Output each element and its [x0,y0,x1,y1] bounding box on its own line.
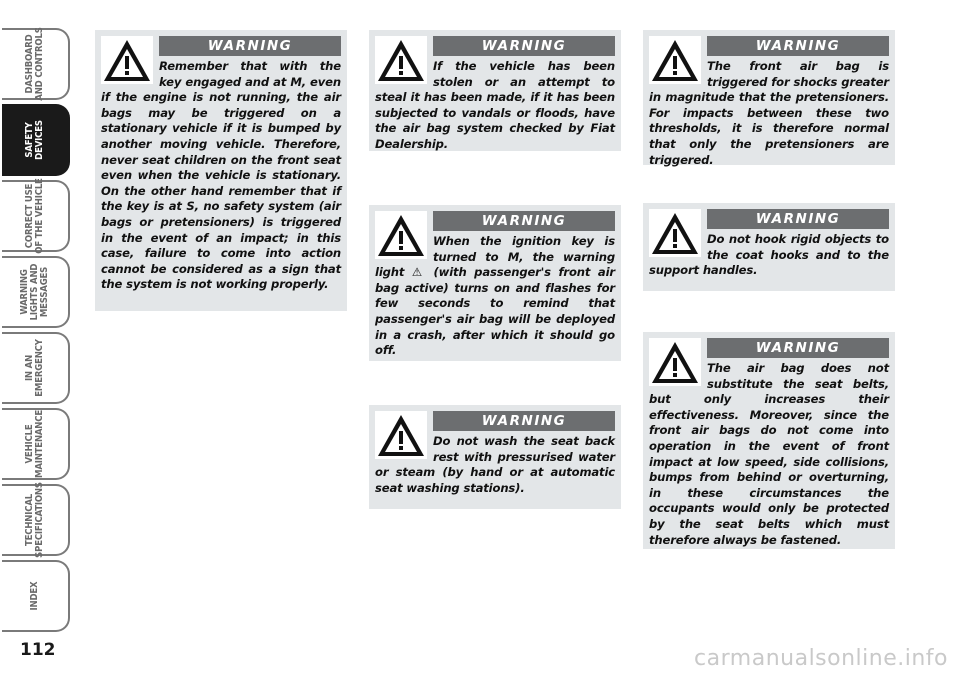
tab-vehicle-maintenance[interactable] [2,408,70,480]
warning-heading: WARNING [707,209,889,229]
warning-box-coat-hooks [643,203,895,291]
warning-heading: WARNING [433,211,615,231]
tab-dashboard-and-controls[interactable] [2,28,70,100]
warning-text: The air bag does not substitute the seat belts, but only increases their effectiveness. Moreover, since the front air bags do not come into operation in the event of front impact at low speed, side collisions, bumps from behind or overturning, in these circumstances the occupants would only be protected by the seat belts which must therefore always be fastened. [649,361,889,547]
warning-triangle-icon [649,338,701,386]
warning-box-ignition-key [369,205,621,361]
tab-label: IN AN EMERGENCY [24,339,45,397]
warning-text: The front air bag is triggered for shocks greater in magnitude that the pretensioners. For impacts between these two thresholds, it is therefore normal that only the pretensioners are triggered. [649,59,889,167]
page-number: 112 [20,640,56,660]
warning-box-front-air-bag [643,30,895,165]
warning-box-stolen-vehicle [369,30,621,151]
warning-text: Do not hook rigid objects to the coat hooks and to the support handles. [649,232,889,278]
tab-label: CORRECT USE OF THE VEHICLE [24,178,45,254]
tab-label: VEHICLE MAINTENANCE [24,410,45,478]
tab-technical-specifications[interactable] [2,484,70,556]
tab-in-an-emergency[interactable] [2,332,70,404]
warning-triangle-icon [375,211,427,259]
warning-heading: WARNING [707,36,889,56]
warning-triangle-icon [101,36,153,84]
warning-heading: WARNING [707,338,889,358]
warning-text: Remember that with the key engaged and at M, even if the engine is not running, the air bags may be triggered on a stationary vehicle if it is bumped by another moving vehicle. Therefore, never seat children on the front seat even when the vehicle is stationary. On the other hand remember that if the key is at S, no safety system (air bags or pretensioners) is triggered in the event of an impact; in this case, failure to come into action cannot be considered as a sign that the system is not working properly. [101,59,341,292]
tab-safety-devices[interactable] [2,104,70,176]
tab-label: WARNING LIGHTS AND MESSAGES [19,263,50,321]
watermark: carmanualsonline.info [694,646,948,671]
warning-text: When the ignition key is turned to M, the warning light ⚠ (with passenger's front air bag active) turns on and flashes for few seconds to remind that passenger's air bag will be deployed in a crash, after which it should go off. [375,234,615,358]
tab-correct-use[interactable] [2,180,70,252]
warning-triangle-icon [649,36,701,84]
warning-triangle-icon [375,36,427,84]
tab-index[interactable] [2,560,70,632]
warning-heading: WARNING [433,36,615,56]
warning-heading: WARNING [159,36,341,56]
tab-warning-lights[interactable] [2,256,70,328]
warning-box-key-engaged [95,30,347,311]
tab-label: DASHBOARD AND CONTROLS [24,27,45,101]
tab-label: INDEX [29,581,40,611]
warning-box-seat-washing [369,405,621,509]
warning-triangle-icon [375,411,427,459]
warning-text: If the vehicle has been stolen or an attempt to steal it has been made, if it has been subjected to vandals or floods, have the air bag system checked by Fiat Dealership. [375,59,615,151]
tab-label: TECHNICAL SPECIFICATIONS [24,482,45,558]
warning-text: Do not wash the seat back rest with pressurised water or steam (by hand or at automatic seat washing stations). [375,434,615,495]
warning-heading: WARNING [433,411,615,431]
warning-box-seat-belts [643,332,895,549]
warning-triangle-icon [649,209,701,257]
tab-label: SAFETY DEVICES [24,120,45,160]
